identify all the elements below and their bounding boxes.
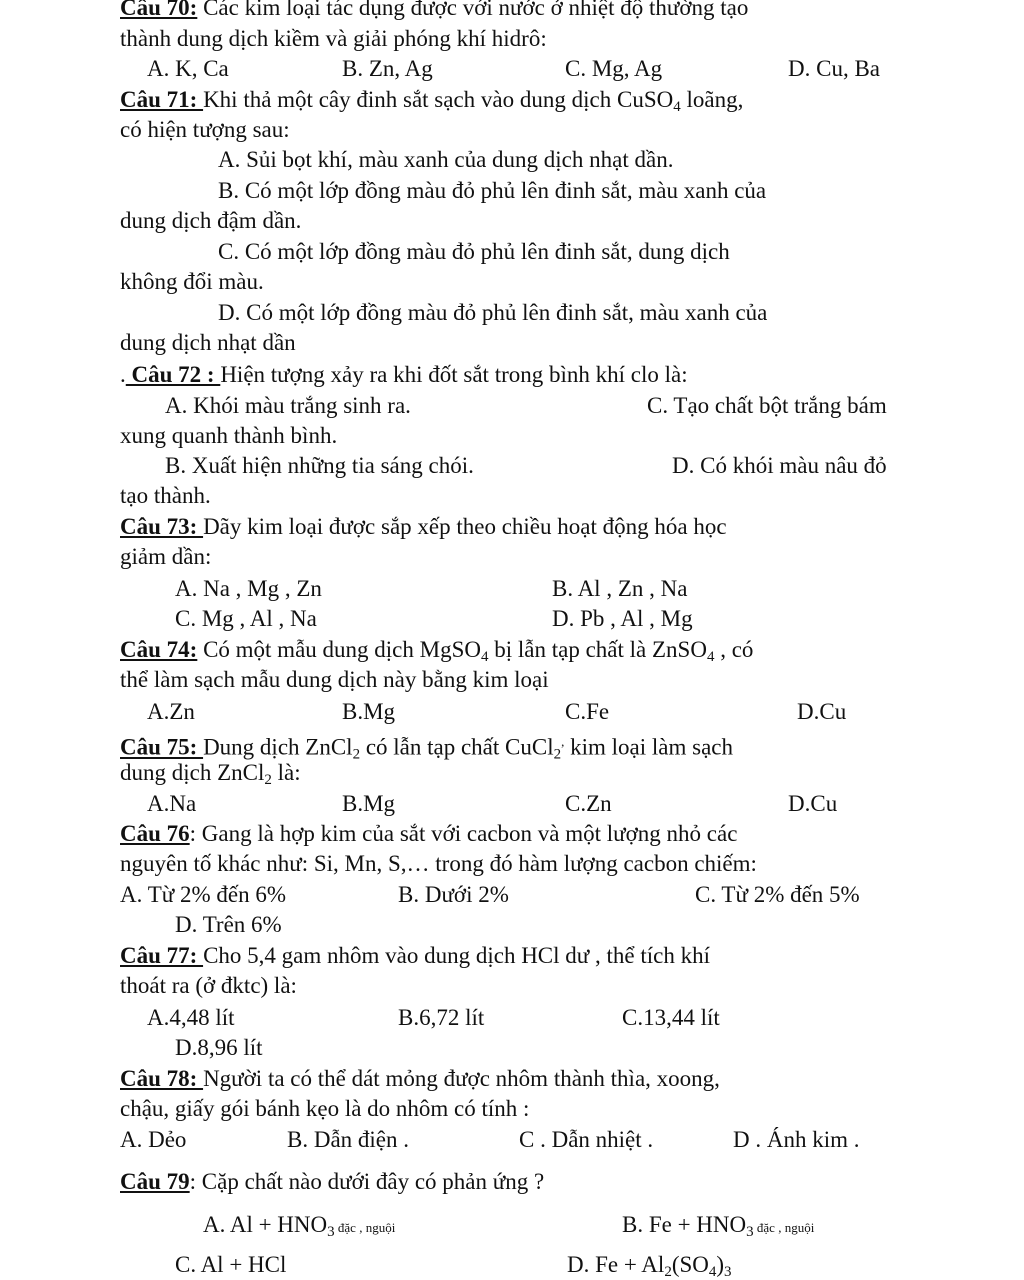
- q73-stem-line-1: Câu 73: Dãy kim loại được sắp xếp theo chiều hoạt động hóa học: [120, 514, 727, 539]
- q70-option-b: B. Zn, Ag: [342, 56, 433, 81]
- q79-option-a: A. $Al + HNO_3$ đặc , nguội: [203, 1212, 396, 1240]
- q76-stem-line-2: nguyên tố khác như: Si, Mn, S,… trong đó hàm lượng cacbon chiếm:: [120, 851, 757, 876]
- q76-option-b: B. Dưới 2%: [398, 882, 509, 907]
- q70-option-c: C. Mg, Ag: [565, 56, 663, 81]
- q70-stem-line-2: thành dung dịch kiềm và giải phóng khí hidrô:: [120, 26, 547, 51]
- q79-option-d: D. $Fe + Al_2(SO_4)_3$: [567, 1252, 732, 1280]
- q78-option-a: A. Dẻo: [120, 1127, 187, 1152]
- q73-option-c: C. Mg , Al , Na: [175, 606, 317, 631]
- q79-stem: Câu 79: Cặp chất nào dưới đây có phản ứng ?: [120, 1169, 545, 1194]
- q76-option-c: C. Từ 2% đến 5%: [695, 882, 860, 907]
- q77-option-d: D.8,96 lít: [175, 1035, 263, 1060]
- q73-option-a: A. Na , Mg , Zn: [175, 576, 322, 601]
- q72-label: Câu 72 :: [125, 362, 221, 387]
- q70-option-a: A. K, Ca: [147, 56, 229, 81]
- q73-option-d: D. Pb , Al , Mg: [552, 606, 693, 631]
- q74-option-c: C.Fe: [565, 699, 610, 724]
- q71-option-c-line-1: C. Có một lớp đồng màu đỏ phủ lên đinh sắt, dung dịch: [218, 239, 730, 264]
- q76-option-a: A. Từ 2% đến 6%: [120, 882, 286, 907]
- q75-stem-line-1: Câu 75: Dung dịch ZnCl$_2$ có lẫn tạp chất CuCl$_2$, kim loại làm sạch: [120, 734, 733, 763]
- q71-stem-line-2: có hiện tượng sau:: [120, 117, 290, 142]
- q74-option-d: D.Cu: [797, 699, 847, 724]
- q77-label: Câu 77:: [120, 943, 204, 968]
- q71-option-b-line-2: dung dịch đậm dần.: [120, 208, 302, 233]
- q78-option-c: C . Dẫn nhiệt .: [519, 1127, 654, 1152]
- q70-label: Câu 70:: [120, 0, 198, 20]
- q78-option-d: D . Ánh kim .: [733, 1127, 860, 1152]
- q79-option-b: B. $Fe + HNO_3$ đặc , nguội: [622, 1212, 815, 1240]
- q73-label: Câu 73:: [120, 514, 204, 539]
- q72-option-c-line-2: xung quanh thành bình.: [120, 423, 338, 448]
- q71-option-a: A. Sủi bọt khí, màu xanh của dung dịch nhạt dần.: [218, 147, 674, 172]
- q70-stem-line-1: Câu 70: Các kim loại tác dụng được với nước ở nhiệt độ thường tạo: [120, 0, 748, 23]
- q78-label: Câu 78:: [120, 1066, 204, 1091]
- q72-option-c-line-1: C. Tạo chất bột trắng bám: [647, 393, 887, 418]
- q77-option-c: C.13,44 lít: [622, 1005, 720, 1030]
- q71-label: Câu 71:: [120, 87, 204, 112]
- q76-label: Câu 76: [120, 821, 190, 846]
- q72-option-d-line-1: D. Có khói màu nâu đỏ: [672, 453, 887, 478]
- q73-option-b: B. Al , Zn , Na: [552, 576, 688, 601]
- q79-option-c: C. Al + HCl: [175, 1252, 287, 1277]
- q72-stem: . Câu 72 : Hiện tượng xảy ra khi đốt sắt trong bình khí clo là:: [120, 362, 688, 387]
- q77-option-a: A.4,48 lít: [147, 1005, 235, 1030]
- q78-stem-line-1: Câu 78: Người ta có thể dát mỏng được nhôm thành thìa, xoong,: [120, 1066, 720, 1091]
- q71-option-d-line-2: dung dịch nhạt dần: [120, 330, 296, 355]
- q78-option-b: B. Dẫn điện .: [287, 1127, 410, 1152]
- q74-stem-line-1: Câu 74: Có một mẫu dung dịch MgSO$_4$ bị lẫn tạp chất là ZnSO$_4$ , có: [120, 637, 754, 665]
- q72-option-b: B. Xuất hiện những tia sáng chói.: [165, 453, 474, 478]
- q75-label: Câu 75:: [120, 734, 204, 760]
- q75-option-c: C.Zn: [565, 791, 612, 816]
- q74-label: Câu 74:: [120, 637, 198, 662]
- q78-stem-line-2: chậu, giấy gói bánh kẹo là do nhôm có tính :: [120, 1096, 530, 1121]
- q75-option-d: D.Cu: [788, 791, 838, 816]
- q79-label: Câu 79: [120, 1169, 190, 1194]
- q71-option-b-line-1: B. Có một lớp đồng màu đỏ phủ lên đinh sắt, màu xanh của: [218, 178, 767, 203]
- q77-stem-line-2: thoát ra (ở đktc) là:: [120, 973, 297, 998]
- q77-stem-line-1: Câu 77: Cho 5,4 gam nhôm vào dung dịch HCl dư , thể tích khí: [120, 943, 710, 968]
- q71-option-c-line-2: không đổi màu.: [120, 269, 264, 294]
- q71-option-d-line-1: D. Có một lớp đồng màu đỏ phủ lên đinh sắt, màu xanh của: [218, 300, 768, 325]
- q75-stem-line-2: dung dịch ZnCl$_2$ là:: [120, 760, 301, 788]
- q75-option-a: A.Na: [147, 791, 197, 816]
- q72-option-d-line-2: tạo thành.: [120, 483, 211, 508]
- q71-stem-line-1: Câu 71: Khi thả một cây đinh sắt sạch vào dung dịch CuSO$_4$ loãng,: [120, 87, 744, 115]
- q76-option-d: D. Trên 6%: [175, 912, 282, 937]
- q75-option-b: B.Mg: [342, 791, 396, 816]
- q74-stem-line-2: thể làm sạch mẫu dung dịch này bằng kim loại: [120, 667, 549, 692]
- q70-option-d: D. Cu, Ba: [788, 56, 880, 81]
- q76-stem-line-1: Câu 76: Gang là hợp kim của sắt với cacbon và một lượng nhỏ các: [120, 821, 738, 846]
- q74-option-a: A.Zn: [147, 699, 195, 724]
- q77-option-b: B.6,72 lít: [398, 1005, 485, 1030]
- q73-stem-line-2: giảm dần:: [120, 544, 212, 569]
- q74-option-b: B.Mg: [342, 699, 396, 724]
- q72-option-a: A. Khói màu trắng sinh ra.: [165, 393, 411, 418]
